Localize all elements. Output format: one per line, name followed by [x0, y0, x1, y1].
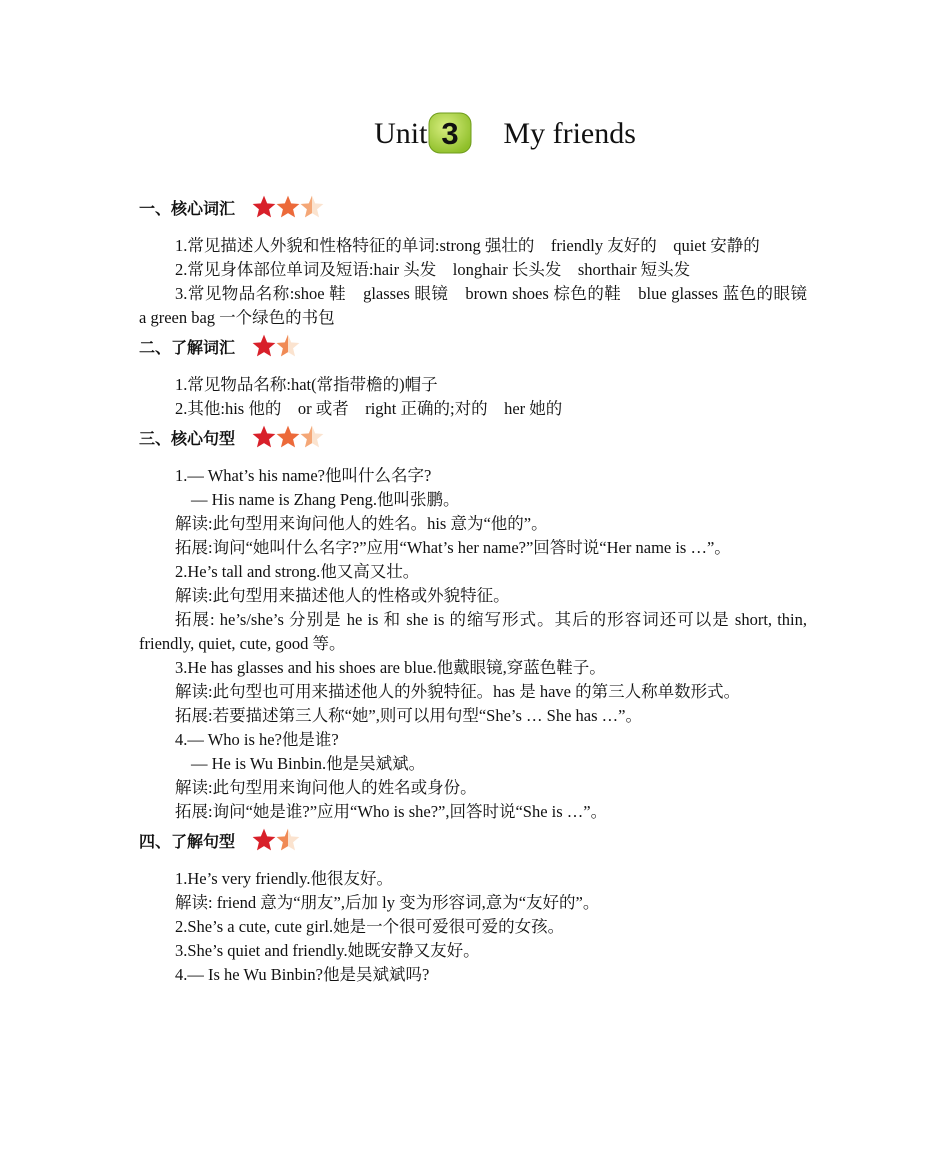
unit-title	[0, 112, 950, 156]
section-heading-text: 三、核心句型	[139, 431, 236, 448]
section-heading-text: 二、了解词汇	[139, 340, 236, 357]
line: 拓展:若要描述第三人称“她”,则可以用句型“She’s … She has …”。	[175, 706, 643, 725]
line: 3.She’s quiet and friendly.她既安静又友好。	[175, 941, 480, 960]
section-heading-core-vocab	[139, 198, 807, 222]
star-half-icon	[275, 333, 301, 359]
star-full-icon	[251, 333, 277, 359]
line: 解读:此句型用来询问他人的姓名。his 意为“他的”。	[175, 514, 548, 533]
section-heading-core-sentences	[139, 428, 807, 452]
line: 解读:此句型用来描述他人的性格或外貌特征。	[175, 586, 510, 605]
line: 2.He’s tall and strong.他又高又壮。	[175, 562, 420, 581]
rating-stars	[251, 194, 323, 220]
unit-name: My friends	[503, 117, 636, 150]
star-full-icon	[275, 424, 301, 450]
rating-stars	[251, 827, 299, 853]
rating-stars	[251, 424, 323, 450]
line: 1.— What’s his name?他叫什么名字?	[175, 466, 432, 485]
line: 2.常见身体部位单词及短语:hair 头发 longhair 长头发 shorthair 短头发	[175, 260, 691, 279]
line: 1.常见描述人外貌和性格特征的单词:strong 强壮的 friendly 友好的 quiet 安静的	[175, 236, 760, 255]
unit-number-badge	[427, 110, 473, 154]
section-heading-text: 四、了解句型	[139, 834, 236, 851]
star-half-icon	[275, 827, 301, 853]
line: 拓展:询问“她叫什么名字?”应用“What’s her name?”回答时说“Her name is …”。	[175, 538, 731, 557]
line: 3.常见物品名称:shoe 鞋 glasses 眼镜 brown shoes 棕色的鞋 blue glasses 蓝色的眼镜 a green bag 一个绿色的书包	[139, 284, 824, 327]
line: 1.常见物品名称:hat(常指带檐的)帽子	[175, 375, 438, 394]
star-half-icon	[299, 424, 325, 450]
line: 拓展: he’s/she’s 分别是 he is 和 she is 的缩写形式。其后的形容词还可以是 short, thin, friendly, quiet, cute, good 等。	[139, 610, 807, 653]
content	[139, 198, 824, 987]
section-heading-general-vocab	[139, 337, 807, 361]
rating-stars	[251, 333, 299, 359]
line: 1.He’s very friendly.他很友好。	[175, 869, 393, 888]
line: 4.— Who is he?他是谁?	[175, 730, 339, 749]
badge-shape	[427, 110, 473, 156]
unit-word: Unit	[374, 117, 428, 150]
line: 3.He has glasses and his shoes are blue.他戴眼镜,穿蓝色鞋子。	[175, 658, 606, 677]
line: 2.She’s a cute, cute girl.她是一个很可爱很可爱的女孩。	[175, 917, 565, 936]
line: 4.— Is he Wu Binbin?他是吴斌斌吗?	[175, 965, 430, 984]
section-heading-text: 一、核心词汇	[139, 201, 236, 218]
star-half-icon	[299, 194, 325, 220]
line: — His name is Zhang Peng.他叫张鹏。	[191, 490, 460, 509]
section-heading-general-sentences	[139, 831, 807, 855]
line: 解读: friend 意为“朋友”,后加 ly 变为形容词,意为“友好的”。	[175, 893, 600, 912]
line: — He is Wu Binbin.他是吴斌斌。	[191, 754, 426, 773]
line: 解读:此句型也可用来描述他人的外貌特征。has 是 have 的第三人称单数形式。	[175, 682, 741, 701]
line: 拓展:询问“她是谁?”应用“Who is she?”,回答时说“She is …”。	[175, 802, 608, 821]
star-full-icon	[275, 194, 301, 220]
star-full-icon	[251, 827, 277, 853]
star-full-icon	[251, 424, 277, 450]
star-full-icon	[251, 194, 277, 220]
unit-number: 3	[441, 116, 460, 151]
line: 解读:此句型用来询问他人的姓名或身份。	[175, 778, 477, 797]
line: 2.其他:his 他的 or 或者 right 正确的;对的 her 她的	[175, 399, 563, 418]
